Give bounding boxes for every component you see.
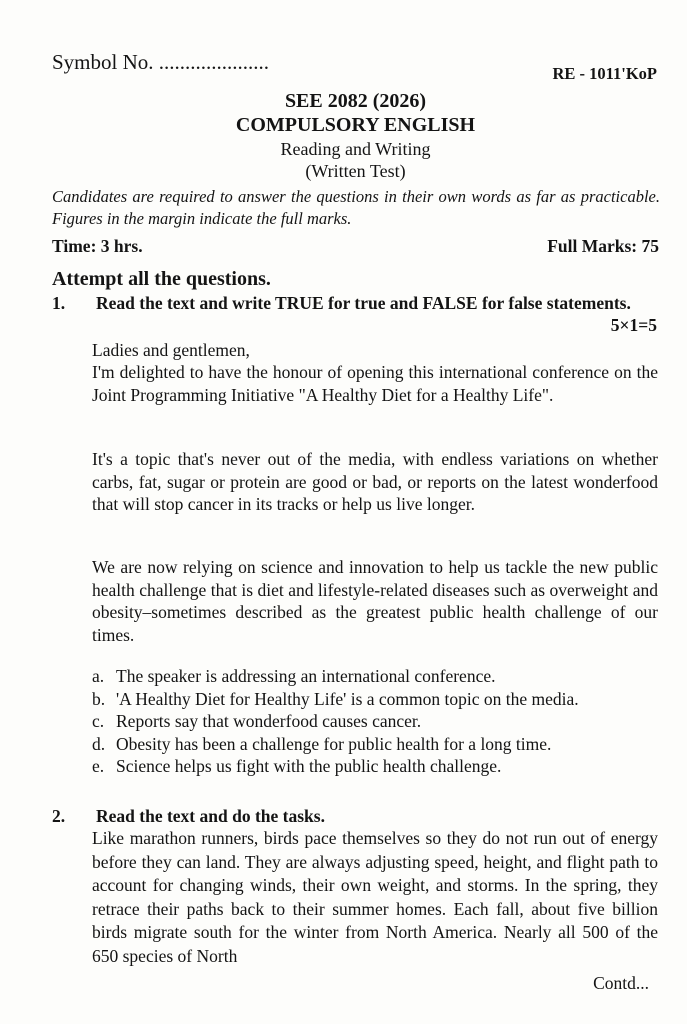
statement-item: [92, 755, 579, 778]
candidate-instructions: Candidates are required to answer the questions in their own words as far as practicable. Figures in the margin indicate the full marks.: [52, 187, 660, 228]
passage-paragraph-1: I'm delighted to have the honour of opening this international conference on the Joint Programming Initiative "A Healthy Diet for a Healthy Life".: [92, 362, 658, 405]
statement-text: Obesity has been a challenge for public health for a long time.: [116, 733, 552, 754]
statement-item: [92, 710, 579, 733]
passage-paragraph-2: It's a topic that's never out of the media, with endless variations on whether carbs, fat, sugar or protein are good or bad, or reports on the latest wonderfood that will stop cancer in its tracks or help us live longer.: [92, 449, 658, 514]
statement-letter: c.: [92, 711, 105, 731]
statement-letter: d.: [92, 733, 106, 754]
statement-text: The speaker is addressing an international conference.: [116, 666, 496, 686]
subject-title: COMPULSORY ENGLISH: [235, 114, 476, 136]
continued-label: Contd...: [593, 973, 649, 993]
question-1-number: 1.: [52, 293, 66, 313]
symbol-number-field: Symbol No. .....................: [52, 50, 270, 74]
statement-item: [92, 665, 579, 688]
question-1-marks: 5×1=5: [610, 315, 657, 335]
full-marks: Full Marks: 75: [547, 236, 659, 256]
passage-salutation: Ladies and gentlemen,: [92, 340, 250, 360]
statement-letter: a.: [92, 666, 105, 686]
question-2-passage: Like marathon runners, birds pace themselves so they do not run out of energy before they can land. They are always adjusting speed, height, and flight path to account for changing winds, their own weight, and storms. In the spring, they retrace their paths back to their summer homes. Each fall, about five billion birds migrate south for the winter from North America. Nearly all 500 of the 650 species of North: [92, 828, 658, 966]
statement-letter: b.: [92, 688, 106, 709]
statement-text: Reports say that wonderfood causes cancer.: [116, 711, 422, 731]
statement-item: [92, 688, 579, 711]
statement-text: 'A Healthy Diet for Healthy Life' is a common topic on the media.: [116, 688, 579, 709]
paper-code: RE - 1011'KoP: [552, 64, 657, 83]
statement-letter: e.: [92, 756, 105, 776]
passage-paragraph-3: We are now relying on science and innovation to help us tackle the new public health challenge that is diet and lifestyle-related diseases such as overweight and obesity–sometimes described as the greatest public health challenge of our times.: [92, 557, 658, 645]
exam-title: SEE 2082 (2026): [284, 90, 427, 112]
statement-item: [92, 733, 579, 756]
test-type: (Written Test): [305, 161, 406, 181]
exam-time: Time: 3 hrs.: [52, 236, 143, 256]
attempt-all-heading: Attempt all the questions.: [52, 268, 271, 290]
question-1-title: Read the text and write TRUE for true and FALSE for false statements.: [96, 293, 631, 313]
question-2-number: 2.: [52, 806, 66, 826]
true-false-statements: [92, 665, 579, 778]
paper-name: Reading and Writing: [280, 139, 431, 159]
question-2-title: Read the text and do the tasks.: [96, 806, 325, 826]
statement-text: Science helps us fight with the public health challenge.: [116, 756, 502, 776]
